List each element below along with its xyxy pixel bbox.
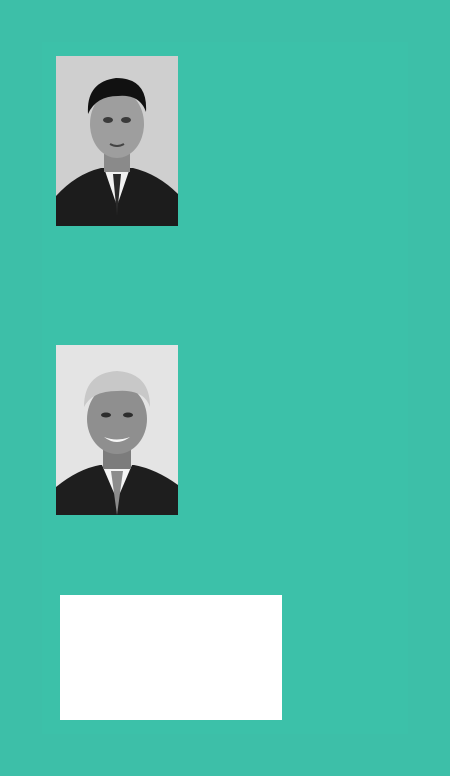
isbn-barcode-box	[60, 595, 282, 720]
barcode-icon	[64, 617, 278, 699]
author2-bio	[192, 375, 397, 515]
content-panel	[42, 42, 408, 734]
author1-photo	[56, 56, 178, 226]
portrait-photo-icon	[56, 56, 178, 226]
portrait-photo-icon	[56, 345, 178, 515]
author2-photo	[56, 345, 178, 515]
